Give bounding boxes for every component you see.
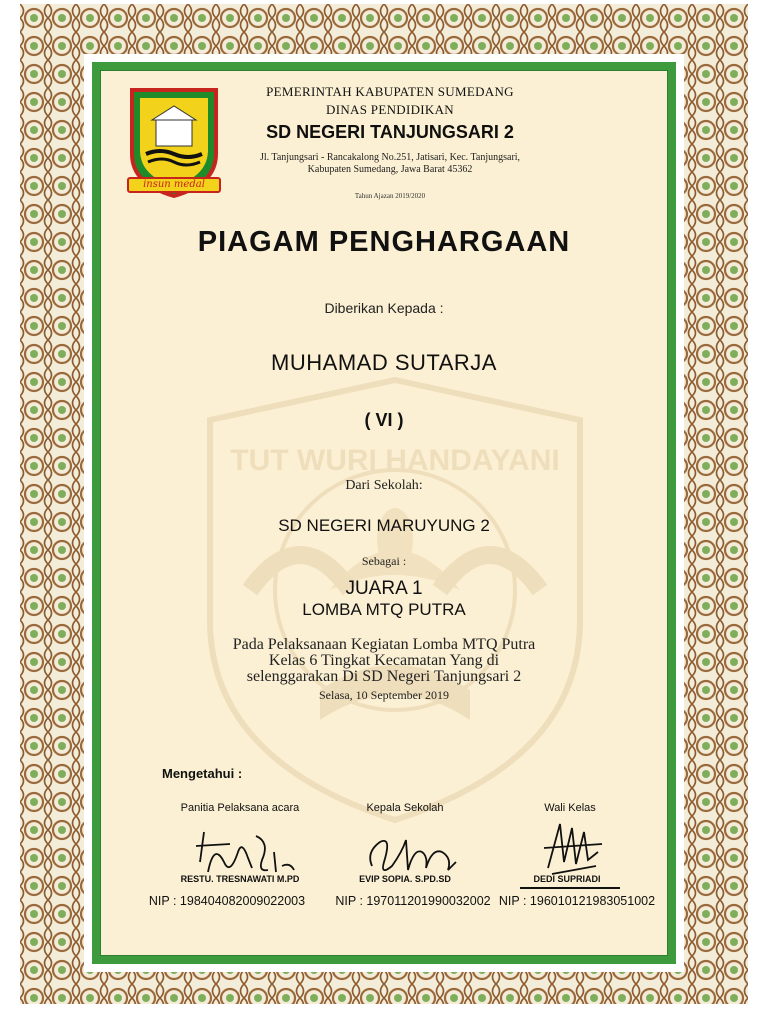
header-government: PEMERINTAH KABUPATEN SUMEDANG <box>266 84 514 99</box>
award-rank: JUARA 1 <box>345 578 423 599</box>
certificate-title: PIAGAM PENGHARGAAN <box>197 226 571 258</box>
signature-committee <box>190 822 300 882</box>
header-academic-year: Tahun Ajazan 2019/2020 <box>354 192 426 200</box>
certificate-frame <box>92 62 676 964</box>
watermark-text: TUT WURI HANDAYANI <box>230 444 560 477</box>
description-line1: Pada Pelaksanaan Kegiatan Lomba MTQ Putra <box>232 636 536 653</box>
logo-ribbon-text: insun medal <box>143 179 205 190</box>
recipient-class: ( VI ) <box>364 410 404 430</box>
header-school-name: SD NEGERI TANJUNGSARI 2 <box>266 122 514 142</box>
signer-name-underline <box>520 887 620 889</box>
signer-role-homeroom: Wali Kelas <box>544 802 596 814</box>
description-line2: Kelas 6 Tingkat Kecamatan Yang di <box>268 652 500 669</box>
from-school-name: SD NEGERI MARUYUNG 2 <box>278 516 490 535</box>
signer-role-principal: Kepala Sekolah <box>366 802 444 814</box>
signer-nip-principal: NIP : 197011201990032002 <box>335 894 491 908</box>
signer-nip-committee: NIP : 198404082009022003 <box>148 894 306 908</box>
signer-nip-homeroom: NIP : 196010121983051002 <box>498 894 656 908</box>
description-line3: selenggarakan Di SD Negeri Tanjungsari 2 <box>246 668 522 685</box>
header-department: DINAS PENDIDIKAN <box>326 102 454 117</box>
competition-name: LOMBA MTQ PUTRA <box>302 600 466 619</box>
signer-name-principal: EVIP SOPIA. S.PD.SD <box>359 874 451 884</box>
signer-role-committee: Panitia Pelaksana acara <box>180 802 300 814</box>
school-logo <box>126 84 222 200</box>
signer-name-committee: RESTU. TRESNAWATI M.PD <box>180 874 300 884</box>
signature-principal <box>362 822 462 880</box>
header-address-line1: Jl. Tanjungsari - Rancakalong No.251, Jatisari, Kec. Tanjungsari, <box>259 152 521 163</box>
signer-name-homeroom: DEDI SUPRIADI <box>533 874 601 884</box>
from-school-label: Dari Sekolah: <box>345 478 423 493</box>
header-address-line2: Kabupaten Sumedang, Jawa Barat 45362 <box>307 164 473 175</box>
certificate-date: Selasa, 10 September 2019 <box>319 688 449 702</box>
as-label: Sebagai : <box>361 554 407 568</box>
recipient-name: MUHAMAD SUTARJA <box>271 350 497 375</box>
acknowledged-label: Mengetahui : <box>162 766 243 781</box>
signature-homeroom <box>538 818 608 880</box>
given-to-label: Diberikan Kepada : <box>324 300 444 316</box>
